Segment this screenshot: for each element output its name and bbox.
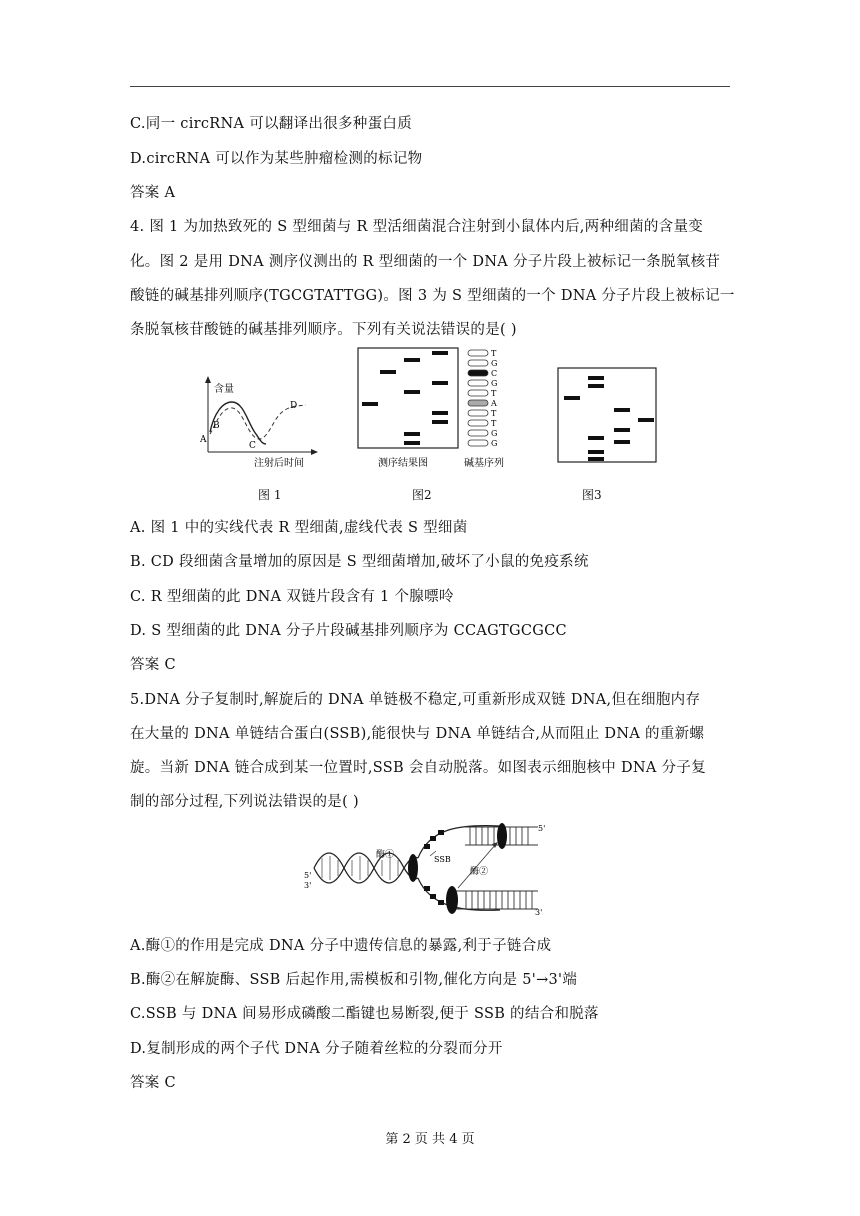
fig3-caption: 图3 (582, 488, 602, 502)
fig2-base-10: G (491, 439, 498, 448)
fig5-end-3-left: 3' (304, 881, 312, 890)
fig1-point-b: B (213, 421, 220, 431)
fig2-base-2: G (491, 359, 498, 368)
option-c-q3: C.同一 circRNA 可以翻译出很多种蛋白质 (130, 116, 412, 132)
fig5-end-5-left: 5' (304, 871, 312, 880)
fig2-base-8: T (491, 419, 497, 428)
option-d-q5: D.复制形成的两个子代 DNA 分子随着丝粒的分裂而分开 (130, 1041, 503, 1057)
question-4-line2: 化。图 2 是用 DNA 测序仪测出的 R 型细菌的一个 DNA 分子片段上被标记一条脱氧核苷 (130, 254, 721, 270)
fig1-point-c: C (249, 441, 256, 451)
fig5-enzyme1-label: 酶① (376, 850, 395, 860)
fig2-base-7: T (491, 409, 497, 418)
helicase-enzyme (408, 854, 418, 882)
fig5-end-3-right: 3' (535, 908, 543, 917)
option-b-q5: B.酶②在解旋酶、SSB 后起作用,需模板和引物,催化方向是 5'→3'端 (130, 972, 578, 988)
fig2-base-1: T (491, 349, 497, 358)
question-4-line1: 4. 图 1 为加热致死的 S 型细菌与 R 型活细菌混合注射到小鼠体内后,两种细菌的含量变 (130, 219, 704, 235)
option-d-q4: D. S 型细菌的此 DNA 分子片段碱基排列顺序为 CCAGTGCGCC (130, 623, 567, 639)
answer-q3: 答案 A (130, 185, 176, 201)
fig2-base-3: C (491, 369, 498, 378)
option-b-q4: B. CD 段细菌含量增加的原因是 S 型细菌增加,破坏了小鼠的免疫系统 (130, 554, 589, 570)
option-c-q4: C. R 型细菌的此 DNA 双链片段含有 1 个腺嘌呤 (130, 589, 454, 605)
question-5-line2: 在大量的 DNA 单链结合蛋白(SSB),能很快与 DNA 单链结合,从而阻止 DNA 的重新螺 (130, 726, 705, 742)
fig1-ylabel: 含量 (214, 384, 234, 395)
fig2-base-9: G (491, 429, 498, 438)
fig1-caption: 图 1 (258, 488, 282, 502)
fig2-inner-caption: 测序结果图 (378, 458, 428, 469)
fig2-caption: 图2 (412, 488, 432, 502)
question-5-line3: 旋。当新 DNA 链合成到某一位置时,SSB 会自动脱落。如图表示细胞核中 DNA 分子复 (130, 760, 706, 776)
fig2-base-4: G (491, 379, 498, 388)
fig1-xlabel: 注射后时间 (254, 458, 304, 469)
fig1-point-a: A (200, 435, 207, 445)
polymerase-enzyme-bottom (446, 886, 458, 914)
fig5-ssb-label: SSB (434, 855, 451, 864)
question-4-line4: 条脱氧核苷酸链的碱基排列顺序。下列有关说法错误的是( ) (130, 322, 517, 338)
question-4-line3: 酸链的碱基排列顺序(TGCGTATTGG)。图 3 为 S 型细菌的一个 DNA 分子片段上被标记一 (130, 288, 735, 304)
fig2-base-6: A (491, 399, 497, 408)
option-c-q5: C.SSB 与 DNA 间易形成磷酸二酯键也易断裂,便于 SSB 的结合和脱落 (130, 1006, 599, 1022)
figure-3-sequencing (556, 366, 660, 466)
polymerase-enzyme-top (497, 823, 507, 849)
page-footer: 第 2 页 共 4 页 (385, 1132, 475, 1147)
answer-q4: 答案 C (130, 657, 176, 673)
fig2-seq-caption: 碱基序列 (464, 458, 504, 469)
option-a-q4: A. 图 1 中的实线代表 R 型细菌,虚线代表 S 型细菌 (130, 520, 468, 536)
figure-2-sequencing (356, 346, 516, 472)
question-5-line4: 制的部分过程,下列说法错误的是( ) (130, 794, 359, 810)
fig5-end-5-right: 5' (538, 824, 546, 833)
option-d-q3: D.circRNA 可以作为某些肿瘤检测的标记物 (130, 151, 423, 167)
figure-5-replication (300, 818, 550, 918)
answer-q5: 答案 C (130, 1075, 176, 1091)
fig1-point-d: D (290, 401, 298, 411)
option-a-q5: A.酶①的作用是完成 DNA 分子中遗传信息的暴露,利于子链合成 (130, 938, 552, 954)
fig2-base-5: T (491, 389, 497, 398)
fig5-enzyme2-label: 酶② (470, 867, 489, 877)
header-rule (130, 86, 730, 87)
figure-1-curve (196, 372, 326, 472)
question-5-line1: 5.DNA 分子复制时,解旋后的 DNA 单链极不稳定,可重新形成双链 DNA,但在细胞内存 (130, 692, 701, 708)
